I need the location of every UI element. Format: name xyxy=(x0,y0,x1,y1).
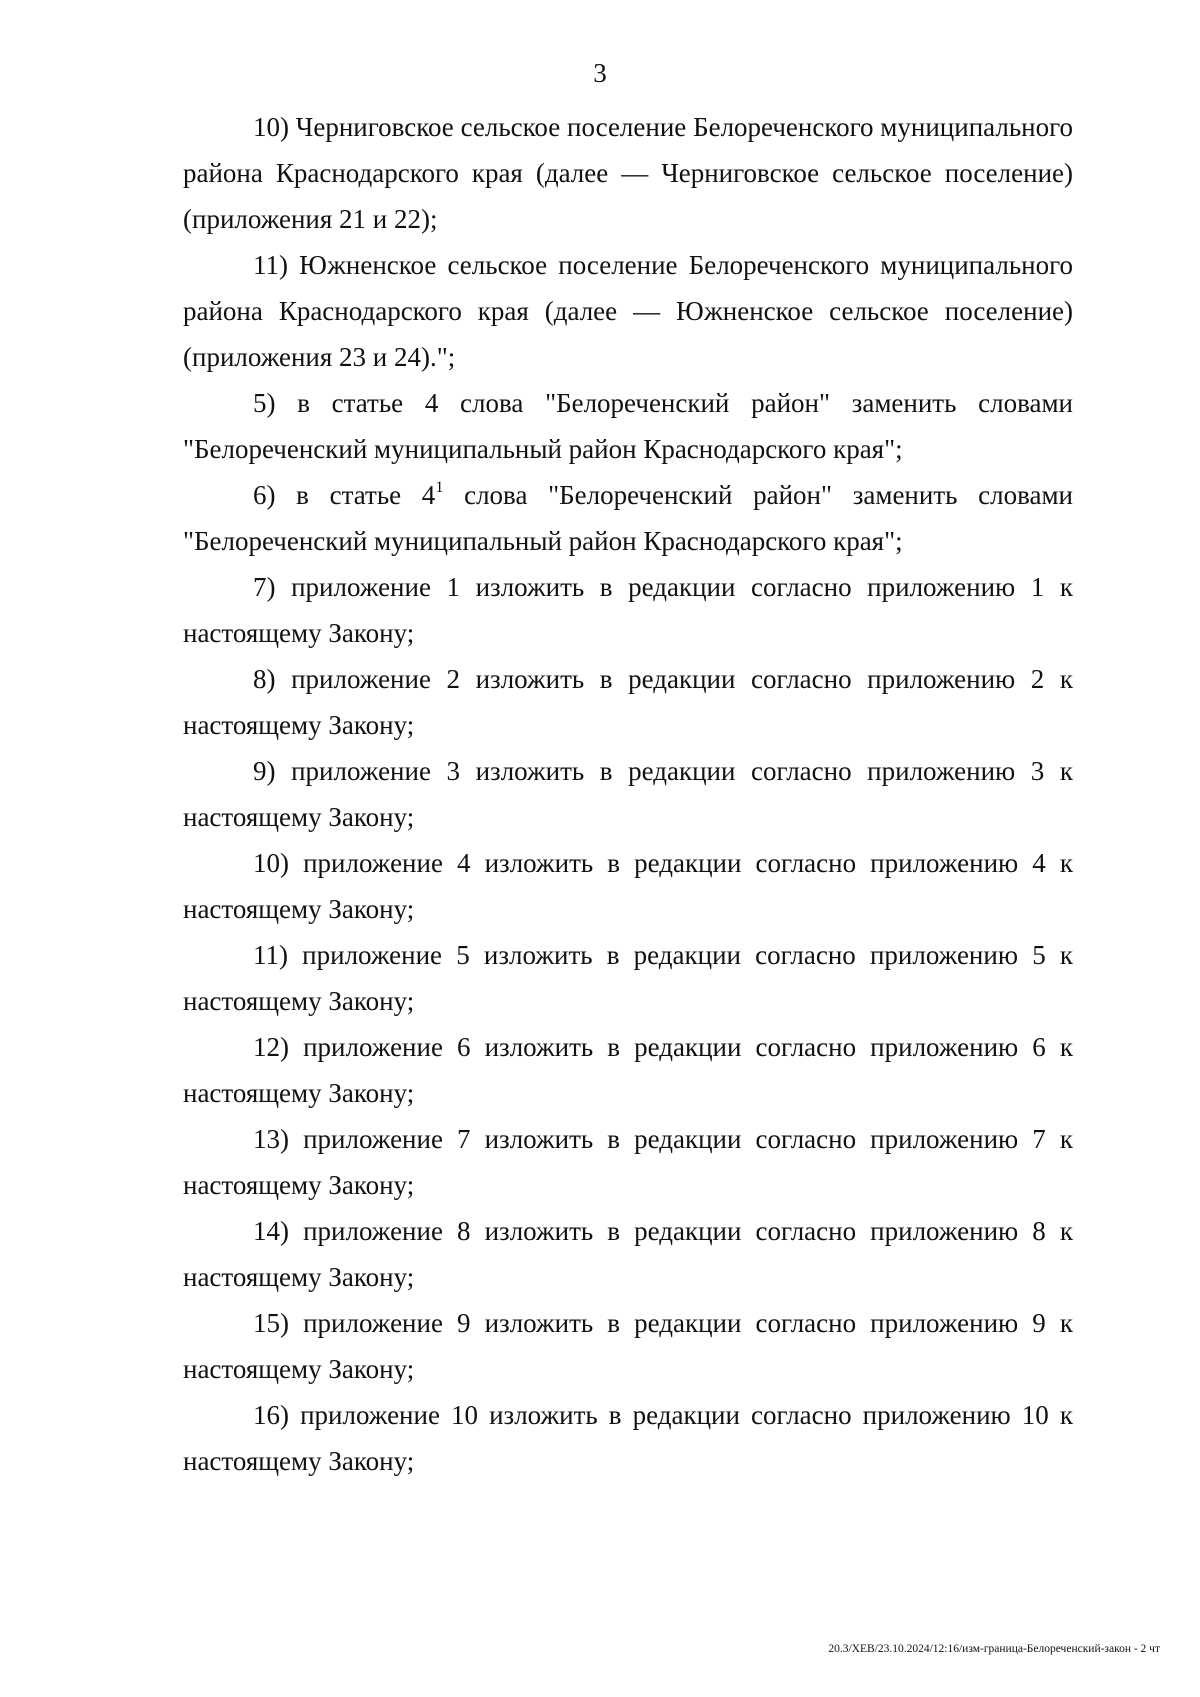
page-number: 3 xyxy=(593,58,607,88)
paragraph-11-appendix-5: 11) приложение 5 изложить в редакции согласно приложению 5 к настоящему Закону; xyxy=(183,940,1073,1016)
paragraph-13-appendix-7: 13) приложение 7 изложить в редакции согласно приложению 7 к настоящему Закону; xyxy=(183,1124,1073,1200)
document-footer-code: 20.3/ХЕВ/23.10.2024/12:16/изм-граница-Белореченский-закон - 2 чт xyxy=(828,1643,1160,1655)
paragraph-5-article-4: 5) в статье 4 слова "Белореченский район" заменить словами "Белореченский муниципальный район Краснодарского края"; xyxy=(183,388,1073,464)
paragraph-10-appendix-4: 10) приложение 4 изложить в редакции согласно приложению 4 к настоящему Закону; xyxy=(183,848,1073,924)
paragraph-6-article-4-1: 6) в статье $4^1$ слова "Белореченский район" заменить словами "Белореченский муниципальный район Краснодарского края"; xyxy=(183,477,1073,556)
paragraph-7-appendix-1: 7) приложение 1 изложить в редакции согласно приложению 1 к настоящему Закону; xyxy=(183,572,1073,648)
paragraph-12-appendix-6: 12) приложение 6 изложить в редакции согласно приложению 6 к настоящему Закону; xyxy=(183,1032,1073,1108)
paragraph-9-appendix-3: 9) приложение 3 изложить в редакции согласно приложению 3 к настоящему Закону; xyxy=(183,756,1073,832)
superscript-1: 1 xyxy=(435,477,444,496)
paragraph-14-appendix-8: 14) приложение 8 изложить в редакции согласно приложению 8 к настоящему Закону; xyxy=(183,1216,1073,1292)
paragraph-11-yuzhnenskoe: 11) Южненское сельское поселение Белореченского муниципального района Краснодарского края (далее — Южненское сельское поселение) (приложения 23 и 24)."; xyxy=(183,250,1073,372)
paragraph-16-appendix-10: 16) приложение 10 изложить в редакции согласно приложению 10 к настоящему Закону; xyxy=(183,1400,1073,1476)
paragraph-10-chernigovskoe: 10) Черниговское сельское поселение Белореченского муниципального района Краснодарского края (далее — Черниговское сельское поселение) (приложения 21 и 22); xyxy=(183,112,1073,234)
document-body xyxy=(183,104,1073,1484)
paragraph-15-appendix-9: 15) приложение 9 изложить в редакции согласно приложению 9 к настоящему Закону; xyxy=(183,1308,1073,1384)
paragraph-8-appendix-2: 8) приложение 2 изложить в редакции согласно приложению 2 к настоящему Закону; xyxy=(183,664,1073,740)
